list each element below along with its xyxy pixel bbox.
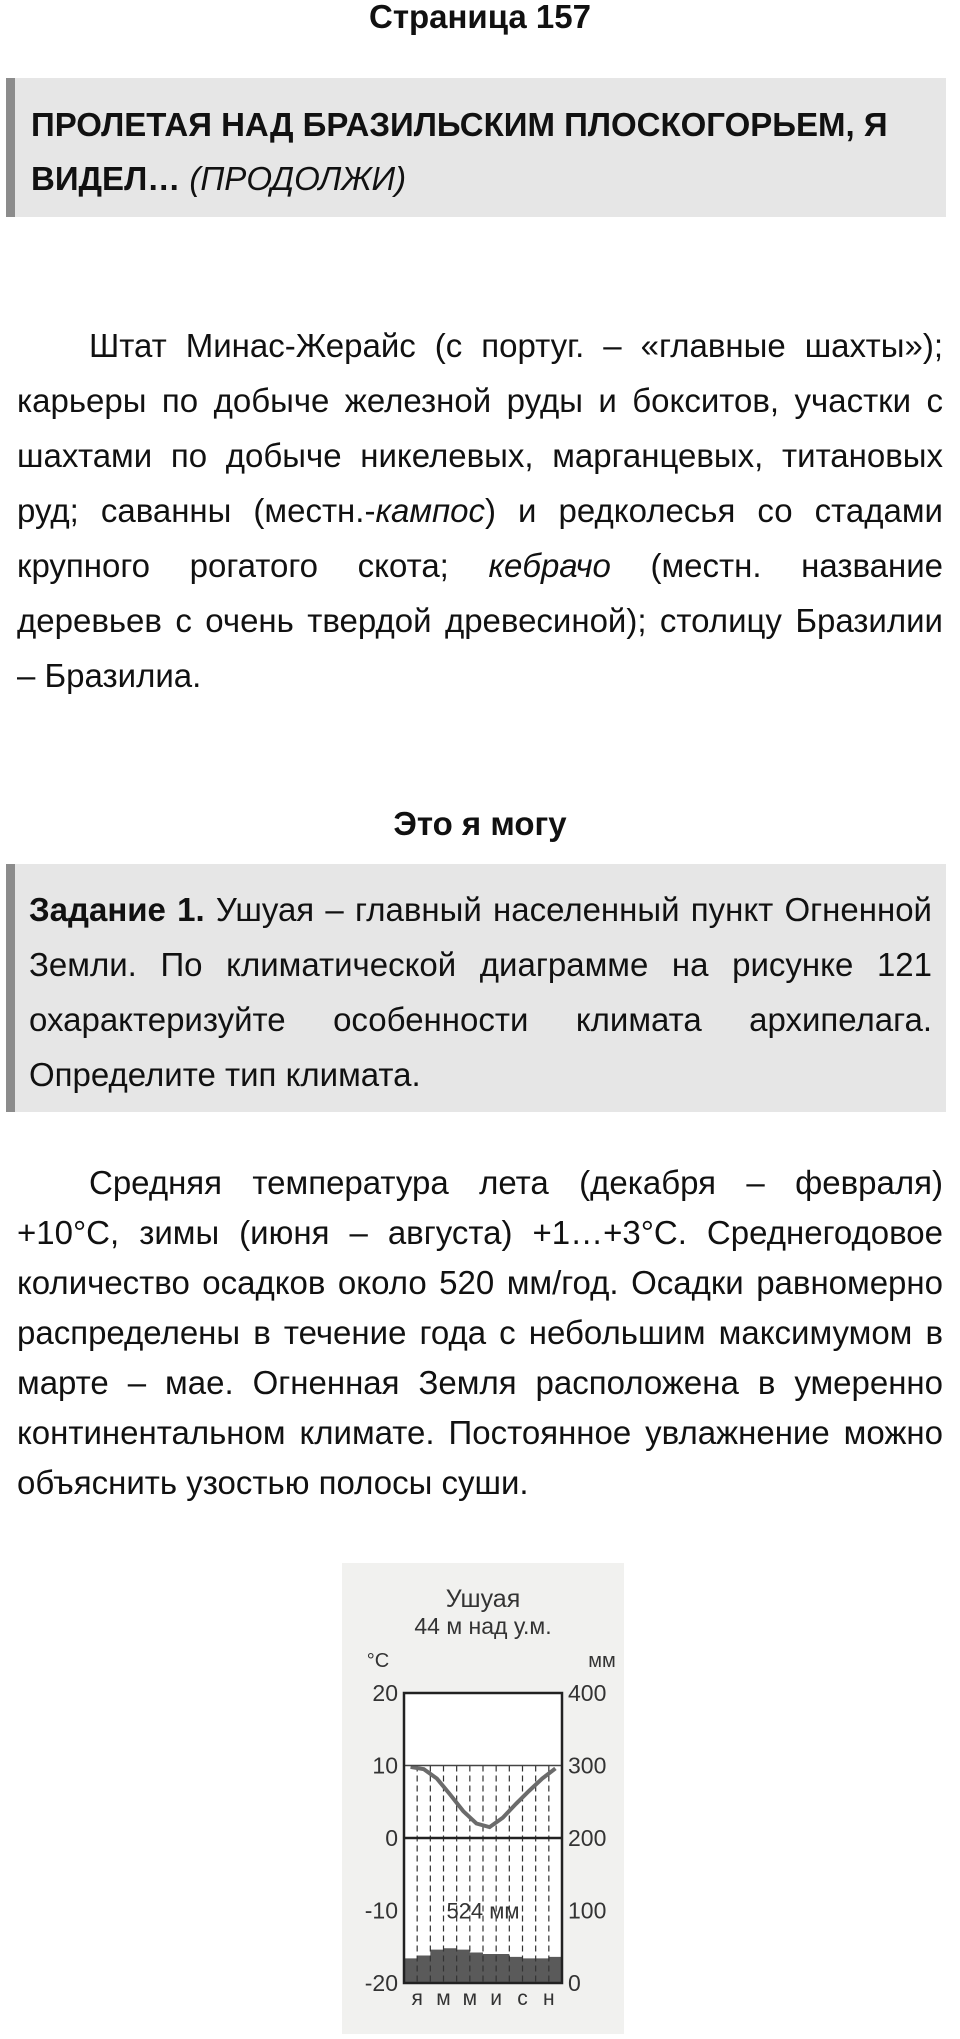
task-body: Ушуая – главный населенный пункт Огненной Земли. По климатической диаграмме на рисунке 121 охарактеризуйте особенности климата архипелага. Определите тип климата. [29,891,932,1093]
right-tick-label: 200 [568,1825,607,1851]
month-label: м [462,1987,478,2010]
task-title [31,98,930,206]
left-tick-label: -10 [364,1897,398,1924]
answer-paragraph-brazil [17,318,943,703]
answer-term-campos: кампос [375,492,486,529]
task-label: Задание 1. [29,891,205,928]
diagram-station: Ушуая [445,1585,521,1613]
right-tick-label: 0 [568,1970,581,1996]
month-label: м [436,1987,451,2010]
task-box-flight [6,78,946,217]
left-tick-label: 10 [372,1752,398,1779]
month-label: и [490,1987,503,2010]
answer-term-quebracho: кебрачо [488,547,611,584]
left-tick-label: -20 [364,1970,398,1996]
answer-text-3: (местн. название деревьев с очень твердой древесиной); столицу Бразилии – Бразилиа. [17,547,943,694]
month-label: н [543,1987,555,2010]
answer-paragraph-ushuaia: Средняя температура лета (декабря – февраля) +10°С, зимы (июня – августа) +1…+3°С. Среднегодовое количество осадков около 520 мм/год. Осадки равномерно распределены в течение года с небольшим максимумом в марте – мае. Огненная Земля расположена в умеренно континентальном климате. Постоянное увлажнение можно объяснить узостью полосы суши. [17,1164,943,1501]
right-tick-label: 100 [568,1897,607,1924]
diagram-left-unit: °С [366,1650,390,1672]
task-box-ushuaia [6,864,946,1112]
page-title: Страница 157 [369,0,591,35]
task-title-italic: (ПРОДОЛЖИ) [189,160,407,197]
right-tick-label: 300 [568,1752,607,1779]
answer-text-1: Штат Минас-Жерайс (с португ. – «главные шахты»); карьеры по добыче железной руды и бокситов, участки с шахтами по добыче никелевых, марганцевых, титановых руд; саванны (местн.- [17,327,943,529]
left-tick-label: 20 [372,1680,398,1706]
climate-diagram-svg [342,1563,624,2034]
task-title-bold: ПРОЛЕТАЯ НАД БРАЗИЛЬСКИМ ПЛОСКОГОРЬЕМ, Я ВИДЕЛ… [31,106,888,197]
annual-precipitation-label: 524 мм [446,1898,520,1924]
month-label: с [517,1987,528,2010]
month-label: я [411,1987,423,2010]
diagram-elevation: 44 м над у.м. [414,1613,552,1639]
left-tick-label: 0 [385,1825,398,1851]
right-tick-label: 400 [568,1680,607,1706]
diagram-right-unit: мм [588,1650,616,1672]
section-title: Это я могу [393,805,567,842]
task-text [29,882,932,1102]
climate-diagram [342,1563,624,2034]
answer-text-2: ) и редколесья со стадами крупного рогатого скота; [17,492,943,584]
